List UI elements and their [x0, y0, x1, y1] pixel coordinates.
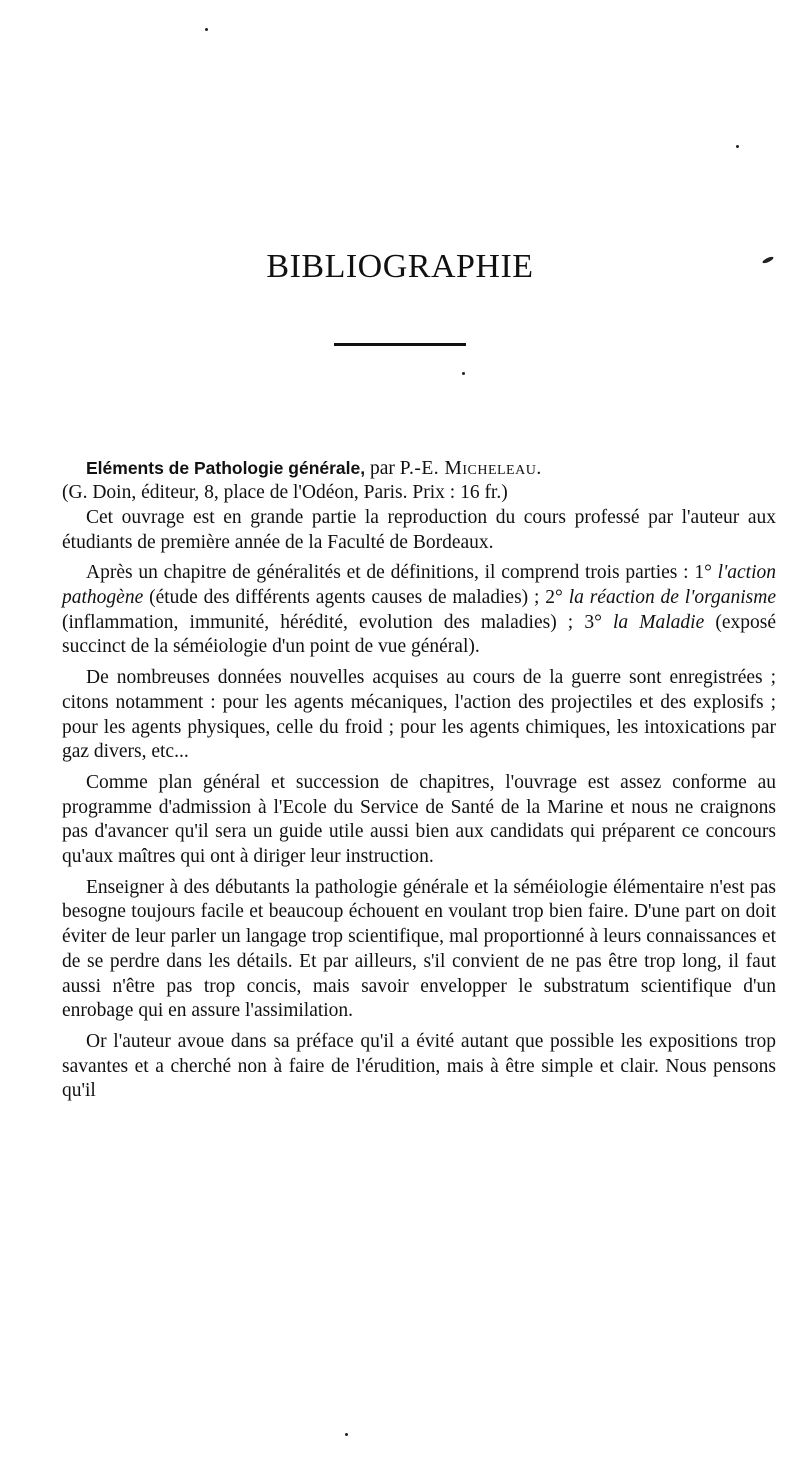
scan-speck: [205, 28, 208, 31]
entry-heading: [62, 456, 776, 482]
publisher-line: (G. Doin, éditeur, 8, place de l'Odéon, Paris. Prix : 16 fr.): [62, 482, 508, 504]
scan-speck: [736, 145, 739, 148]
italic-run: la réaction de l'organisme: [568, 587, 776, 609]
paragraph-5: Enseigner à des débutants la pathologie générale et la séméiologie élémentaire n'est pas besogne toujours facile et beaucoup échouent en voulant trop bien faire. D'une part on doit éviter de leur parler un langage trop scientifique, mal proportionné à leurs connaissances et de se perdre dans les détails. Et par ailleurs, s'il convient de ne pas être trop long, il faut aussi n'être pas trop concis, mais savoir envelopper le substratum scientifique d'un enrobage qui en assure l'assimilation.: [62, 876, 776, 1022]
paragraph-1: Cet ouvrage est en grande partie la reproduction du cours professé par l'auteur aux étudiants de première année de la Faculté de Bordeaux.: [62, 506, 776, 553]
paragraph-6: Or l'auteur avoue dans sa préface qu'il a évité autant que possible les expositions trop savantes et a cherché non à faire de l'érudition, mais à être simple et clair. Nous pensons qu'il: [62, 1030, 776, 1102]
paragraph-4: Comme plan général et succession de chapitres, l'ouvrage est assez conforme au programme d'admission à l'Ecole du Service de Santé de la Marine et nous ne craignons pas d'avancer qu'il sera un guide utile aussi bien aux candidats qui préparent ce concours qu'aux maîtres qui ont à diriger leur instruction.: [62, 771, 776, 868]
text-run: (inflammation, immunité, hérédité, evolution des maladies) ; 3°: [62, 611, 613, 633]
text-run: (étude des différents agents causes de maladies) ; 2°: [143, 587, 569, 609]
scan-speck: [462, 372, 465, 375]
review-text: [62, 436, 776, 1110]
italic-run: la Maladie: [612, 611, 705, 633]
paragraph-3: De nombreuses données nouvelles acquises au cours de la guerre sont enregistrées ; citons notamment : pour les agents mécaniques, l'action des projectiles et des explosifs ; pour les agents physiques, celle du froid ; pour les agents chimiques, les intoxications par gaz divers, etc...: [62, 667, 776, 763]
par-word: par: [370, 457, 395, 479]
paragraph-2: [62, 561, 776, 660]
text-run: (exposé succinct de la séméiologie d'un point de vue général).: [62, 611, 776, 658]
book-title: Eléments de Pathologie générale,: [86, 457, 366, 478]
scan-speck: [345, 1433, 348, 1436]
book-author: P.-E. Micheleau.: [399, 457, 542, 479]
text-run: Après un chapitre de généralités et de définitions, il comprend trois parties : 1°: [86, 562, 718, 584]
title-rule: [334, 343, 466, 346]
italic-run: l'action pathogène: [62, 562, 776, 609]
page-title: BIBLIOGRAPHIE: [266, 248, 534, 285]
